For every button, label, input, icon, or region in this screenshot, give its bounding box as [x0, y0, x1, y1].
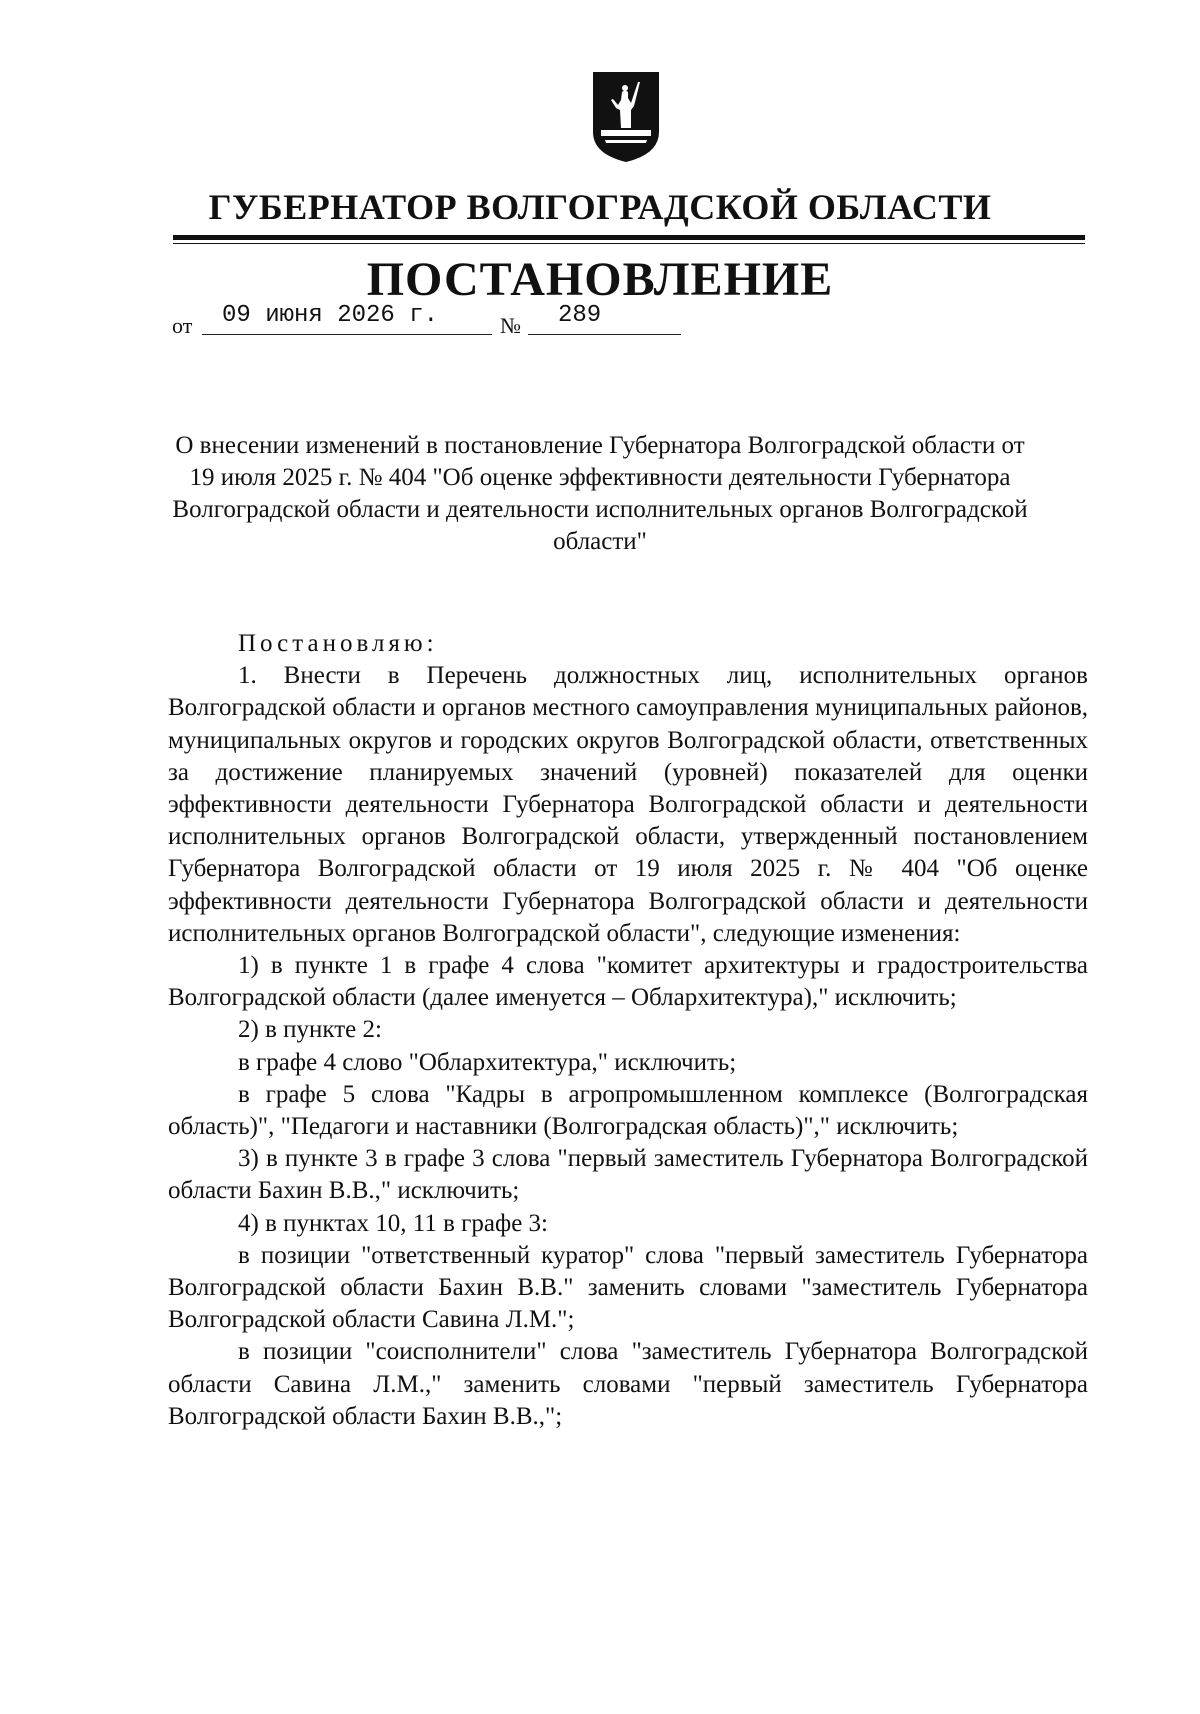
header-rule-thick: [173, 235, 1085, 240]
document-date: 09 июня 2026 г.: [222, 302, 439, 329]
paragraph: 1) в пункте 1 в графе 4 слова "комитет архитектуры и градостроительства Волгоградской области (далее именуется – Облархитектура)," исключить;: [168, 952, 1088, 1012]
preamble: Постановляю:: [238, 630, 438, 657]
document-number: 289: [558, 302, 602, 329]
number-underline: [528, 334, 681, 335]
paragraph: 4) в пунктах 10, 11 в графе 3:: [238, 1209, 548, 1237]
document-body: [168, 628, 1088, 1433]
paragraph: в позиции "соисполнители" слова "заместитель Губернатора Волгоградской области Савина Л.М.," заменить словами "первый заместитель Губернатора Волгоградской области Бахин В.В.,";: [168, 1338, 1088, 1430]
paragraph: 3) в пункте 3 в графе 3 слова "первый заместитель Губернатора Волгоградской области Бахин В.В.," исключить;: [168, 1145, 1088, 1205]
paragraph: в позиции "ответственный куратор" слова "первый заместитель Губернатора Волгоградской области Бахин В.В." заменить словами "заместитель Губернатора Волгоградской области Савина Л.М.";: [168, 1241, 1088, 1334]
date-underline: [202, 334, 492, 335]
issuing-authority: ГУБЕРНАТОР ВОЛГОГРАДСКОЙ ОБЛАСТИ: [208, 187, 992, 227]
paragraph: 2) в пункте 2:: [238, 1016, 382, 1044]
paragraph: 1. Внести в Перечень должностных лиц, исполнительных органов Волгоградской области и органов местного самоуправления муниципальных районов, муниципальных округов и городских округов Волгоградской области, ответственных за достижение планируемых значений (уровней) показателей для оценки эффективности деятельности Губернатора Волгоградской области и деятельности исполнительных органов Волгоградской области, утвержденный постановлением Губернатора Волгоградской области от 19 июля 2025 г. № 404 "Об оценке эффективности деятельности Губернатора Волгоградской области и деятельности исполнительных органов Волгоградской области", следующие изменения:: [168, 662, 1088, 947]
paragraph: в графе 5 слова "Кадры в агропромышленном комплексе (Волгоградская область)", "Педагоги и наставники (Волгоградская область)"," исключить;: [168, 1080, 1088, 1141]
coat-of-arms-icon: [591, 70, 661, 164]
header-rule-thin: [173, 243, 1085, 244]
paragraph: в графе 4 слово "Облархитектура," исключить;: [238, 1048, 737, 1076]
document-subject: О внесении изменений в постановление Губернатора Волгоградской области от 19 июля 2025 г. № 404 "Об оценке эффективности деятельности Губернатора Волгоградской области и деятельности исполнительных органов Волгоградской области": [172, 432, 1028, 555]
number-prefix: №: [500, 313, 521, 338]
document-type: ПОСТАНОВЛЕНИЕ: [366, 253, 834, 306]
date-prefix: от: [172, 313, 193, 338]
